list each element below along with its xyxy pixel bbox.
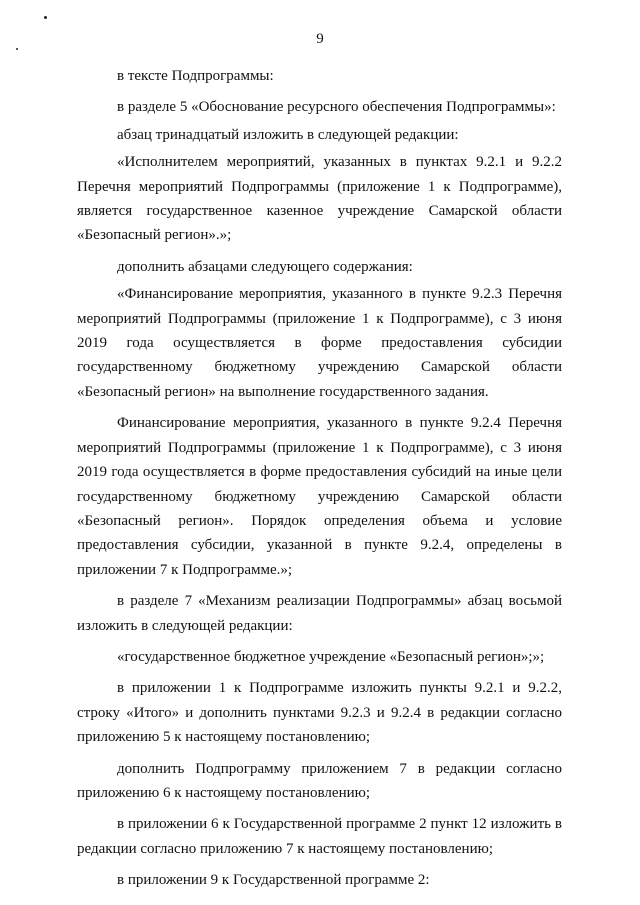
paragraph: в разделе 5 «Обоснование ресурсного обеспечения Подпрограммы»: — [117, 99, 556, 116]
paragraph: Финансирование мероприятия, указанного в пункте 9.2.4 Перечня мероприятий Подпрограммы (приложение 1 к Подпрограмме), с 3 июня 2019 года осуществляется в форме предоставления субсидий на иные цели государственному бюджетному учреждению Самарской области «Безопасный регион». Порядок определения объема и условие предоставления субсидии, указанной в пункте 9.2.4, определены в приложении 7 к Подпрограмме.»; — [77, 415, 562, 578]
paragraph: в приложении 6 к Государственной программе 2 пункт 12 изложить в редакции согласно приложению 7 к настоящему постановлению; — [77, 816, 562, 857]
paragraph: дополнить Подпрограмму приложением 7 в редакции согласно приложению 6 к настоящему постановлению; — [77, 760, 562, 801]
paragraph: дополнить абзацами следующего содержания: — [117, 258, 413, 275]
document-body — [77, 64, 562, 893]
paragraph: «Исполнителем мероприятий, указанных в пунктах 9.2.1 и 9.2.2 Перечня мероприятий Подпрограммы (приложение 1 к Подпрограмме), является государственное казенное учреждение Самарской области «Безопасный регион».»; — [77, 154, 562, 244]
scan-speck — [44, 16, 47, 19]
page-number: 9 — [316, 31, 324, 47]
scan-speck — [16, 48, 18, 50]
paragraph: в приложении 9 к Государственной программе 2: — [117, 872, 430, 889]
paragraph: в тексте Подпрограммы: — [117, 68, 274, 84]
paragraph: «Финансирование мероприятия, указанного в пункте 9.2.3 Перечня мероприятий Подпрограммы (приложение 1 к Подпрограмме), с 3 июня 2019 года осуществляется в форме предоставления субсидии государственному бюджетному учреждению Самарской области «Безопасный регион» на выполнение государственного задания. — [77, 286, 562, 400]
paragraph: в разделе 7 «Механизм реализации Подпрограммы» абзац восьмой изложить в следующей редакции: — [77, 593, 562, 634]
paragraph: «государственное бюджетное учреждение «Безопасный регион»;»; — [117, 648, 545, 665]
paragraph: в приложении 1 к Подпрограмме изложить пункты 9.2.1 и 9.2.2, строку «Итого» и дополнить пунктами 9.2.3 и 9.2.4 в редакции согласно приложению 5 к настоящему постановлению; — [77, 680, 562, 746]
paragraph: абзац тринадцатый изложить в следующей редакции: — [117, 126, 459, 143]
